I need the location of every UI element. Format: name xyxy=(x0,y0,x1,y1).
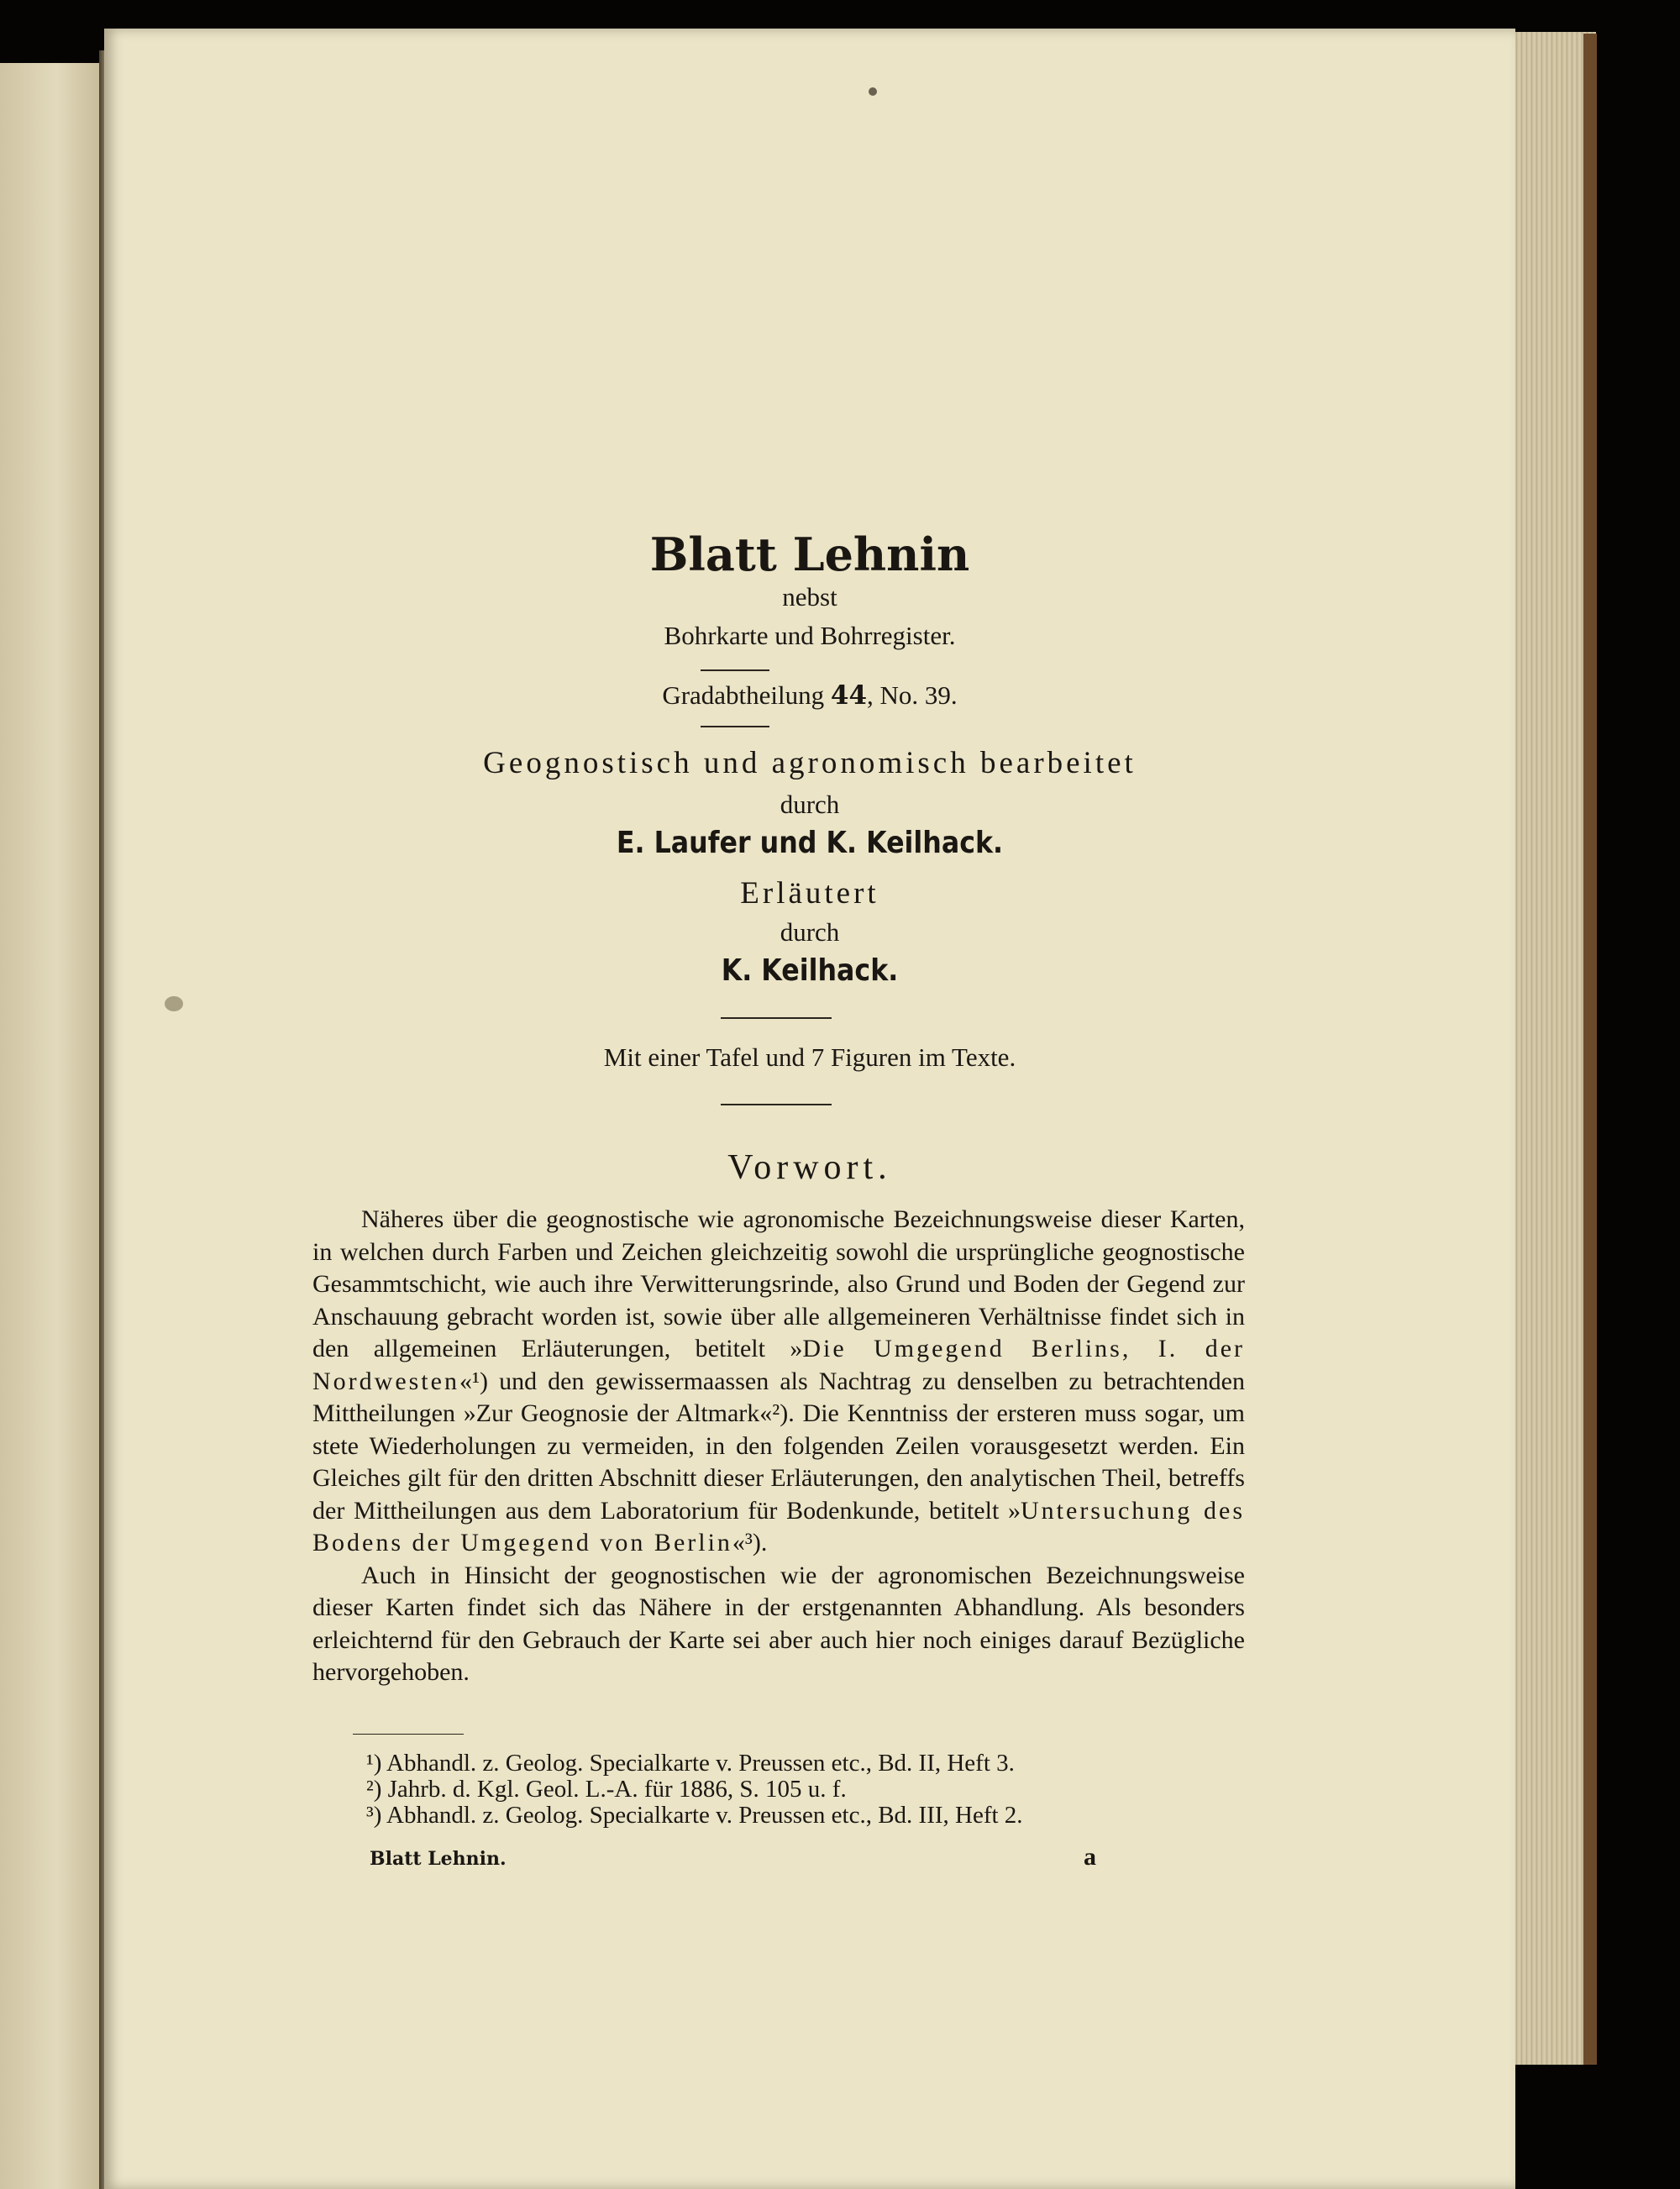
footnotes xyxy=(366,1751,1290,1829)
para1-spaced-title-1: Die Umgegend Berlins, I. der Nordwesten xyxy=(312,1335,1245,1395)
para1-text-c: «³). xyxy=(732,1529,768,1556)
gradabtheilung xyxy=(104,680,1515,711)
page-title: Blatt Lehnin xyxy=(649,528,970,581)
book-page xyxy=(104,29,1515,2189)
footnote-3: ³) Abhandl. z. Geolog. Specialkarte v. Preussen etc., Bd. III, Heft 2. xyxy=(366,1802,1023,1829)
page-speck xyxy=(869,87,877,96)
left-page-edge xyxy=(0,63,102,2189)
subtitle-nebst: nebst xyxy=(782,582,837,612)
divider xyxy=(721,1017,832,1019)
para1-text-b: «¹) und den gewissermaassen als Nachtrag zu denselben zu betrachtenden Mittheilungen »Zur Geognosie der Altmark«²). Die Kenntniss der ersteren muss sogar, um stete Wiederholungen zu vermeiden, in den folgenden Zeilen vorausgesetzt werden. Ein Gleiches gilt für den dritten Abschnitt dieser Erläuterungen, den analytischen Theil, betreffs der Mittheilungen aus dem Laboratorium für Bodenkunde, betitelt » xyxy=(312,1367,1245,1525)
footnote-2: ²) Jahrb. d. Kgl. Geol. L.-A. für 1886, S. 105 u. f. xyxy=(366,1776,847,1803)
divider xyxy=(701,726,769,727)
divider xyxy=(721,1104,832,1105)
author-keilhack: K. Keilhack. xyxy=(721,953,899,988)
signature-mark: a xyxy=(1084,1843,1096,1871)
paragraph-1 xyxy=(312,1204,1245,1560)
divider xyxy=(701,669,769,671)
para1-text-a: Näheres über die geognostische wie agronomische Bezeichnungsweise dieser Karten, in welchen durch Farben und Zeichen gleichzeitig sowohl die ursprüngliche geognostische Gesammtschicht, wie auch ihre Verwitterungsrinde, also Grund und Boden der Gegend zur Anschauung gebracht worden ist, sowie über alle allgemeineren Verhältnisse findet sich in den allgemeinen Erläuterungen, betitelt » xyxy=(312,1205,1245,1362)
erlaeutert: Erläutert xyxy=(740,876,879,911)
grad-prefix: Gradabtheilung xyxy=(662,680,831,710)
tafel-note: Mit einer Tafel und 7 Figuren im Texte. xyxy=(603,1042,1016,1072)
book-cover-edge xyxy=(1583,34,1597,2065)
footnote-divider xyxy=(353,1734,464,1735)
running-footer: Blatt Lehnin. xyxy=(370,1848,507,1870)
footnote-1: ¹) Abhandl. z. Geolog. Specialkarte v. Preussen etc., Bd. II, Heft 3. xyxy=(366,1750,1015,1777)
authors: E. Laufer und K. Keilhack. xyxy=(616,826,1004,860)
paragraph-2: Auch in Hinsicht der geognostischen wie der agronomischen Bezeichnungsweise dieser Karten findet sich das Nähere in der erstgenannten Abhandlung. Als besonders erleichternd für den Gebrauch der Karte sei aber auch hier noch einiges darauf Bezügliche hervorgehoben. xyxy=(312,1561,1245,1686)
grad-number: 44 xyxy=(830,680,868,711)
geognostisch-line: Geognostisch und agronomisch bearbeitet xyxy=(483,746,1137,780)
durch-1: durch xyxy=(780,790,840,819)
durch-2: durch xyxy=(780,917,840,947)
section-heading-vorwort: Vorwort. xyxy=(727,1148,892,1187)
subtitle-bohrkarte: Bohrkarte und Bohrregister. xyxy=(664,621,956,650)
grad-suffix: , No. 39. xyxy=(867,680,958,710)
para1-spaced-title-2: Untersuchung des Bodens der Umgegend von Berlin xyxy=(312,1496,1245,1556)
vorwort-body xyxy=(312,1204,1245,1689)
page-speck xyxy=(165,996,183,1011)
